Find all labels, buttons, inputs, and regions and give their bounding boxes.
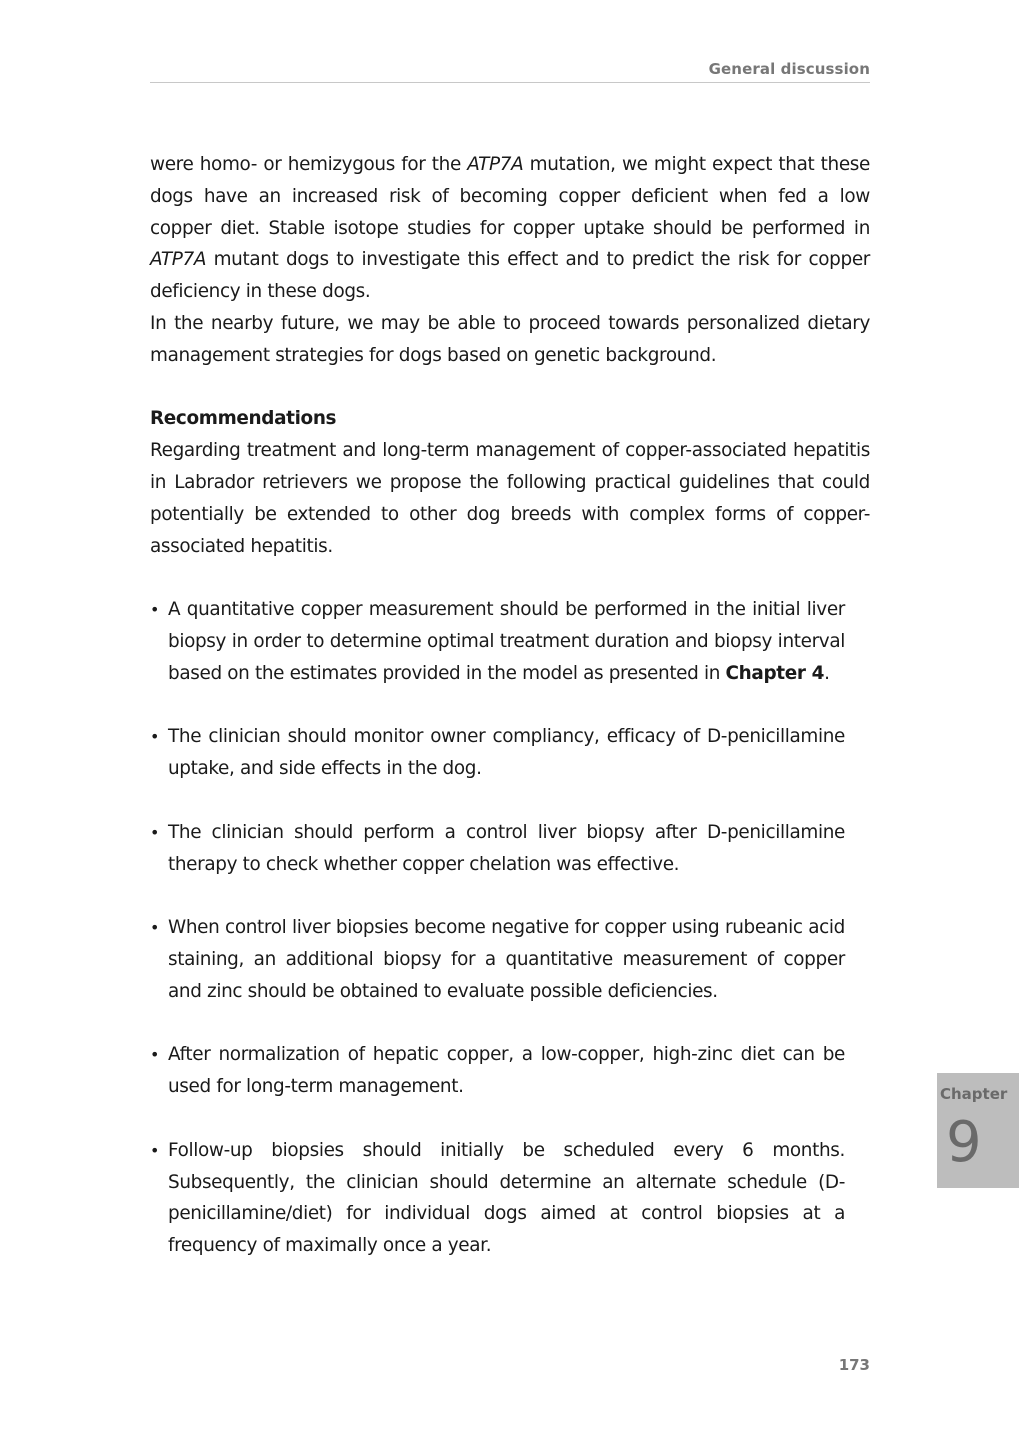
list-item-text: The clinician should monitor owner compliancy, efficacy of D-penicillamine uptake, and side effects in the dog. (168, 726, 845, 780)
bullet-icon: • (150, 918, 160, 938)
list-item-end: . (824, 662, 830, 684)
intro-paragraph-2: In the nearby future, we may be able to proceed towards personalized dietary management strategies for dogs based on genetic background. (150, 312, 870, 366)
bullet-icon: • (150, 600, 160, 620)
gene-name: ATP7A (150, 249, 207, 271)
intro-text-1: were homo- or hemizygous for the (150, 154, 468, 175)
recommendations-list (150, 594, 870, 1262)
gene-name: ATP7A (467, 154, 524, 175)
chapter-label: Chapter (940, 1085, 1008, 1103)
list-item (150, 1135, 845, 1262)
list-item-text: A quantitative copper measurement should be performed in the initial liver biopsy in order to determine optimal treatment duration and biopsy interval based on the estimates provided in the model as presented in (168, 599, 845, 684)
bullet-icon: • (150, 1045, 160, 1065)
bullet-icon: • (150, 727, 160, 747)
page-number: 173 (838, 1356, 870, 1374)
list-item (150, 721, 845, 785)
bullet-icon: • (150, 822, 160, 842)
list-item-text: When control liver biopsies become negative for copper using rubeanic acid staining, an additional biopsy for a quantitative measurement of copper and zinc should be obtained to evaluate possible deficiencies. (168, 917, 845, 1002)
intro-text-2: mutation, we might expect that these dogs have an increased risk of becoming copper deficient when fed a low copper diet. Stable isotope studies for copper uptake should be performed in (150, 154, 870, 239)
list-item-text: Follow-up biopsies should initially be scheduled every 6 months. Subsequently, the clinician should determine an alternate schedule (D-penicillamine/diet) for individual dogs aimed at control biopsies at a frequency of maximally once a year. (168, 1139, 845, 1257)
chapter-tab (937, 1073, 1019, 1188)
list-item-text: The clinician should perform a control liver biopsy after D-penicillamine therapy to check whether copper chelation was effective. (168, 821, 845, 875)
bullet-icon: • (150, 1140, 160, 1160)
header-title: General discussion (708, 60, 870, 78)
intro-text-3: mutant dogs to investigate this effect and to predict the risk for copper deficiency in these dogs. (150, 249, 870, 303)
list-item (150, 817, 845, 881)
running-header (150, 58, 870, 83)
list-item-text: After normalization of hepatic copper, a low-copper, high-zinc diet can be used for long-term management. (168, 1044, 845, 1098)
chapter-reference: Chapter 4 (725, 662, 825, 684)
list-item (150, 1039, 845, 1103)
page-body (150, 149, 870, 1294)
section-heading: Recommendations (150, 408, 337, 430)
list-item (150, 912, 845, 1007)
intro-paragraph-1 (150, 149, 870, 308)
recommendations-intro: Regarding treatment and long-term management of copper-associated hepatitis in Labrador retrievers we propose the following practical guidelines that could potentially be extended to other dog breeds with complex forms of copper-associated hepatitis. (150, 440, 870, 557)
list-item (150, 594, 845, 689)
chapter-number: 9 (946, 1110, 982, 1175)
